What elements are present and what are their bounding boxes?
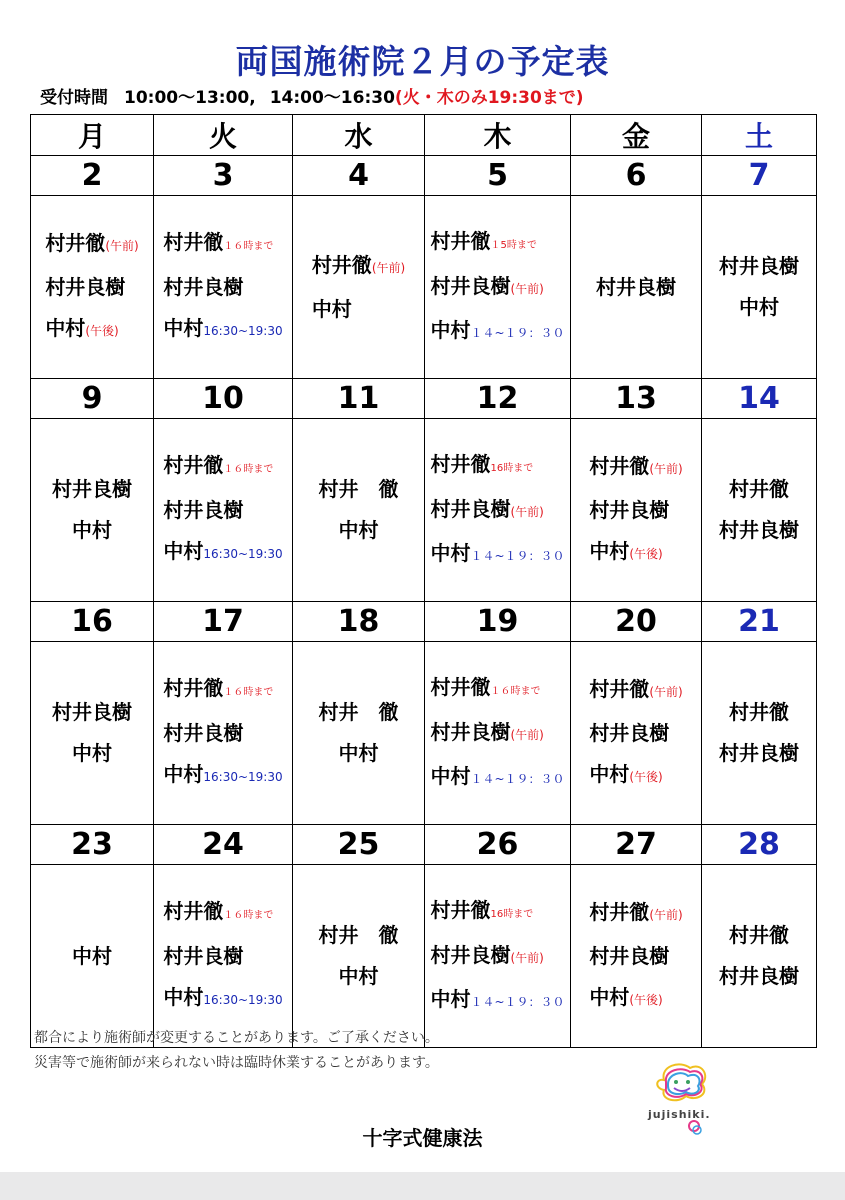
staff-name: 中村 [163, 762, 204, 786]
weekday-header-row [31, 115, 817, 156]
date-number: 17 [154, 602, 293, 642]
staff-note: (午後) [629, 769, 663, 784]
day-cell [31, 642, 154, 825]
staff-entry [319, 915, 399, 956]
date-number: 10 [154, 379, 293, 419]
staff-entry [52, 733, 132, 774]
staff-list [319, 915, 399, 997]
staff-entry [430, 890, 564, 935]
staff-name: 村井徹 [163, 453, 224, 477]
staff-name: 村井徹 [430, 451, 491, 476]
date-number: 28 [702, 825, 817, 865]
staff-entry [319, 956, 399, 997]
staff-entry [163, 308, 282, 352]
staff-note: １４~１９：３０ [470, 548, 565, 563]
staff-name: 中村 [430, 317, 471, 342]
staff-entry [596, 267, 676, 308]
staff-note: １４~１９：３０ [470, 994, 565, 1009]
staff-entry [430, 667, 564, 712]
staff-note: (午前) [649, 907, 683, 922]
staff-entry [589, 936, 682, 977]
staff-name: 村井徹 [589, 453, 650, 478]
hours-afternoon: 14:00〜16:30 [269, 88, 395, 108]
staff-name: 村井良樹 [163, 275, 244, 299]
day-cell [293, 865, 425, 1048]
day-cell [702, 642, 817, 825]
day-cell [425, 642, 571, 825]
staff-entry [430, 444, 564, 489]
date-number: 12 [425, 379, 571, 419]
staff-note: (午後) [629, 546, 663, 561]
date-number: 4 [293, 156, 425, 196]
day-cell [154, 196, 293, 379]
staff-name: 中村 [163, 985, 204, 1009]
staff-note: 16時まで [490, 462, 534, 474]
staff-note: １６時まで [223, 464, 274, 475]
date-number: 20 [571, 602, 702, 642]
staff-name: 村井良樹 [430, 273, 511, 298]
staff-note: １６時まで [223, 241, 274, 252]
date-number: 23 [31, 825, 154, 865]
page-title: 両国施術院２月の予定表 [235, 42, 610, 81]
footnote-line: 災害等で施術師が来られない時は臨時休業することがあります。 [34, 1055, 439, 1071]
staff-name: 村井徹 [589, 899, 650, 924]
date-number: 11 [293, 379, 425, 419]
staff-entry [163, 936, 282, 977]
staff-name: 中村 [338, 741, 379, 765]
staff-name: 村井徹 [729, 477, 789, 501]
day-cell [425, 196, 571, 379]
staff-name: 中村 [430, 540, 471, 565]
staff-note: 16:30~19:30 [203, 324, 283, 338]
staff-list [589, 669, 682, 798]
staff-entry [52, 692, 132, 733]
staff-entry [319, 469, 399, 510]
day-cell [571, 196, 702, 379]
staff-note: 16:30~19:30 [203, 770, 283, 784]
day-cell [571, 865, 702, 1048]
staff-list [52, 692, 132, 774]
staff-name: 村井良樹 [163, 721, 244, 745]
staff-name: 村井徹 [163, 899, 224, 923]
date-number: 14 [702, 379, 817, 419]
staff-entry [430, 489, 564, 533]
date-number: 3 [154, 156, 293, 196]
day-cell [154, 642, 293, 825]
schedule-calendar [30, 114, 817, 1048]
date-number: 19 [425, 602, 571, 642]
staff-row [31, 196, 817, 379]
staff-entry [719, 510, 799, 551]
staff-name: 村井良樹 [163, 944, 244, 968]
staff-name: 中村 [72, 741, 112, 765]
staff-name: 村井良樹 [430, 719, 511, 744]
date-row [31, 156, 817, 196]
staff-entry [719, 246, 799, 287]
staff-entry [52, 510, 132, 551]
staff-name: 村井徹 [45, 230, 106, 255]
staff-entry [589, 669, 682, 713]
staff-name: 村井徹 [163, 676, 224, 700]
staff-entry [719, 469, 799, 510]
staff-note: １６時まで [490, 685, 541, 697]
staff-entry [319, 733, 399, 774]
staff-note: １６時まで [223, 910, 274, 921]
date-row [31, 825, 817, 865]
staff-name: 村井良樹 [719, 254, 799, 278]
staff-entry [45, 267, 138, 308]
staff-entry [430, 310, 564, 354]
staff-name: 村井良樹 [52, 477, 132, 501]
day-cell [31, 419, 154, 602]
staff-entry [589, 531, 682, 575]
staff-name: 中村 [163, 316, 204, 340]
staff-name: 村井良樹 [430, 942, 511, 967]
staff-name: 村井徹 [589, 676, 650, 701]
day-cell [425, 419, 571, 602]
staff-entry [312, 289, 405, 330]
footnotes [34, 1026, 439, 1076]
staff-name: 村井徹 [430, 897, 491, 922]
staff-note: (午前) [510, 281, 544, 296]
staff-entry [430, 756, 564, 800]
staff-entry [589, 977, 682, 1021]
staff-list [719, 915, 799, 997]
staff-list [319, 692, 399, 774]
staff-list [589, 446, 682, 575]
footer-brand: 十字式健康法 [362, 1126, 483, 1150]
date-number: 7 [702, 156, 817, 196]
staff-name: 村井良樹 [596, 274, 676, 299]
staff-name: 村井良樹 [589, 720, 670, 745]
staff-entry [719, 692, 799, 733]
hours-label: 受付時間 [40, 88, 108, 108]
staff-entry [430, 221, 564, 266]
staff-name: 村井良樹 [719, 741, 799, 765]
weekday-fri: 金 [571, 115, 702, 156]
staff-name: 村井良樹 [719, 518, 799, 542]
staff-entry [589, 754, 682, 798]
date-row [31, 602, 817, 642]
weekday-mon: 月 [31, 115, 154, 156]
staff-entry [163, 713, 282, 754]
staff-entry [163, 668, 282, 713]
staff-name: 村井 徹 [318, 923, 399, 947]
staff-name: 村井良樹 [52, 700, 132, 724]
staff-entry [163, 891, 282, 936]
staff-note: １5時まで [490, 239, 537, 251]
staff-entry [589, 713, 682, 754]
staff-row [31, 642, 817, 825]
staff-entry [589, 892, 682, 936]
staff-note: １４~１９：３０ [470, 771, 565, 786]
date-number: 9 [31, 379, 154, 419]
staff-list [430, 667, 564, 800]
staff-entry [430, 712, 564, 756]
staff-note: (午前) [649, 684, 683, 699]
day-cell [702, 865, 817, 1048]
staff-name: 中村 [163, 539, 204, 563]
reception-hours [40, 86, 584, 110]
staff-entry [719, 733, 799, 774]
staff-name: 中村 [430, 763, 471, 788]
day-cell [571, 419, 702, 602]
staff-note: (午後) [629, 992, 663, 1007]
staff-name: 中村 [72, 943, 112, 968]
date-number: 24 [154, 825, 293, 865]
staff-entry [312, 245, 405, 289]
staff-name: 村井良樹 [163, 498, 244, 522]
staff-name: 村井徹 [729, 700, 789, 724]
day-cell [702, 196, 817, 379]
date-number: 6 [571, 156, 702, 196]
date-number: 13 [571, 379, 702, 419]
staff-name: 村井徹 [430, 228, 491, 253]
staff-note: (午前) [510, 950, 544, 965]
date-number: 5 [425, 156, 571, 196]
staff-name: 村井良樹 [430, 496, 511, 521]
staff-name: 中村 [338, 518, 379, 542]
staff-note: (午前) [510, 727, 544, 742]
staff-entry [430, 533, 564, 577]
date-number: 25 [293, 825, 425, 865]
staff-row [31, 865, 817, 1048]
staff-entry [430, 935, 564, 979]
staff-list [719, 246, 799, 328]
staff-name: 村井徹 [163, 230, 224, 254]
staff-entry [719, 956, 799, 997]
staff-entry [589, 490, 682, 531]
day-cell [702, 419, 817, 602]
weekday-thu: 木 [425, 115, 571, 156]
staff-name: 村井良樹 [589, 497, 670, 522]
day-cell [571, 642, 702, 825]
date-row [31, 379, 817, 419]
staff-entry [430, 266, 564, 310]
footnote-line: 都合により施術師が変更することがあります。ご了承ください。 [34, 1030, 439, 1046]
staff-list [589, 892, 682, 1021]
staff-name: 村井徹 [729, 923, 789, 947]
staff-name: 中村 [739, 295, 779, 319]
staff-note: 16:30~19:30 [203, 547, 283, 561]
staff-list [719, 469, 799, 551]
staff-row [31, 419, 817, 602]
staff-list [430, 444, 564, 577]
date-number: 27 [571, 825, 702, 865]
staff-entry [430, 979, 564, 1023]
day-cell [425, 865, 571, 1048]
staff-entry [163, 267, 282, 308]
staff-name: 中村 [430, 986, 471, 1011]
day-cell [293, 419, 425, 602]
staff-entry [52, 469, 132, 510]
staff-entry [163, 977, 282, 1021]
staff-entry [319, 510, 399, 551]
staff-list [719, 692, 799, 774]
staff-list [319, 469, 399, 551]
staff-list [596, 267, 676, 308]
staff-note: (午前) [371, 260, 406, 275]
date-number: 26 [425, 825, 571, 865]
staff-list [430, 890, 564, 1023]
staff-name: 中村 [45, 315, 86, 340]
staff-name: 中村 [589, 984, 630, 1009]
hours-note: (火・木のみ19:30まで) [394, 88, 584, 108]
logo-text: jujishiki. [648, 1108, 711, 1121]
staff-note: １４~１９：３０ [470, 325, 565, 340]
staff-note: １６時まで [223, 687, 274, 698]
staff-name: 中村 [589, 538, 630, 563]
staff-entry [163, 490, 282, 531]
staff-note: (午後) [85, 323, 119, 338]
staff-list [163, 445, 282, 575]
staff-entry [45, 308, 138, 352]
date-number: 21 [702, 602, 817, 642]
date-number: 18 [293, 602, 425, 642]
staff-name: 村井良樹 [719, 964, 799, 988]
staff-name: 中村 [589, 761, 630, 786]
day-cell [31, 196, 154, 379]
staff-entry [719, 915, 799, 956]
weekday-tue: 火 [154, 115, 293, 156]
staff-list [312, 245, 405, 330]
weekday-wed: 水 [293, 115, 425, 156]
staff-name: 中村 [338, 964, 379, 988]
staff-list [52, 469, 132, 551]
staff-entry [163, 222, 282, 267]
staff-note: (午前) [105, 238, 139, 253]
day-cell [154, 865, 293, 1048]
staff-entry [163, 754, 282, 798]
staff-entry [163, 531, 282, 575]
staff-name: 村井 徹 [318, 477, 399, 501]
staff-list [163, 668, 282, 798]
day-cell [293, 196, 425, 379]
staff-note: (午前) [510, 504, 544, 519]
staff-name: 村井 徹 [318, 700, 399, 724]
staff-list [45, 223, 138, 352]
staff-entry [163, 445, 282, 490]
date-number: 2 [31, 156, 154, 196]
staff-list [163, 222, 282, 352]
staff-note: 16:30~19:30 [203, 993, 283, 1007]
staff-entry [589, 446, 682, 490]
staff-note: 16時まで [490, 908, 534, 920]
staff-name: 村井良樹 [45, 274, 126, 299]
day-cell [293, 642, 425, 825]
staff-name: 中村 [311, 296, 352, 321]
day-cell [154, 419, 293, 602]
hours-morning: 10:00〜13:00, [124, 88, 256, 108]
date-number: 16 [31, 602, 154, 642]
staff-list [72, 936, 112, 977]
staff-entry [72, 936, 112, 977]
staff-name: 村井良樹 [589, 943, 670, 968]
weekday-sat: 土 [702, 115, 817, 156]
staff-entry [45, 223, 138, 267]
staff-list [430, 221, 564, 354]
staff-entry [719, 287, 799, 328]
staff-note: (午前) [649, 461, 683, 476]
day-cell [31, 865, 154, 1048]
staff-name: 村井徹 [430, 674, 491, 699]
staff-entry [319, 692, 399, 733]
staff-name: 村井徹 [311, 252, 372, 277]
staff-list [163, 891, 282, 1021]
staff-name: 中村 [72, 518, 112, 542]
